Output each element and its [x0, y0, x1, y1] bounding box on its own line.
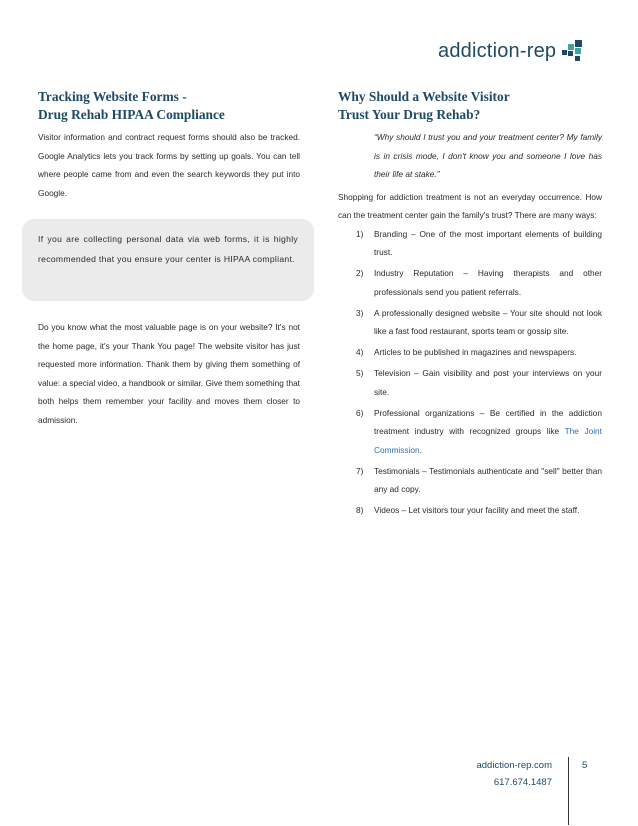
list-item: 8) Videos – Let visitors tour your facility and meet the staff. [356, 505, 580, 515]
trust-list [338, 225, 602, 520]
brand-logo [438, 38, 582, 64]
hipaa-callout-box [22, 219, 314, 301]
list-item: 5) Television – Gain visibility and post your interviews on your site. [356, 368, 602, 397]
left-heading-line2: Drug Rehab HIPAA Compliance [38, 107, 225, 122]
forms-tracking-paragraph: Visitor information and contract request forms should also be tracked. Google Analytics lets you track forms by setting up goals. You can tell where people came from and even the search keywords they put into Google. [38, 132, 300, 198]
thank-you-paragraph: Do you know what the most valuable page is on your website? It's not the home page, it's your Thank You page! The website visitor has just requested more information. Thank them by giving them something of value: a special video, a handbook or similar. Give them something that both helps them remember your facility and moves them closer to admission. [38, 322, 300, 425]
left-heading-line1: Tracking Website Forms - [38, 89, 187, 104]
list-item: 3) A professionally designed website – Your site should not look like a fast food restaurant, sports team or gossip site. [356, 307, 602, 336]
right-column [338, 88, 602, 522]
trust-intro-paragraph: Shopping for addiction treatment is not an everyday occurrence. How can the treatment center gain the family's trust? There are many ways: [338, 191, 602, 220]
visitor-quote: “Why should I trust you and your treatment center? My family is in crisis mode, I don't know you and someone I love has their life at stake.” [374, 132, 602, 179]
list-item: 7) Testimonials – Testimonials authenticate and "sell" better than any ad copy. [356, 465, 602, 494]
list-item: 2) Industry Reputation – Having therapists and other professionals send you patient referrals. [356, 268, 602, 297]
list-item: 4) Articles to be published in magazines and newspapers. [356, 347, 577, 357]
footer-contact [476, 757, 552, 791]
footer-website[interactable]: addiction-rep.com [476, 760, 552, 771]
joint-commission-link[interactable]: The Joint Commission [374, 426, 602, 455]
footer-divider [568, 757, 569, 825]
right-heading-line1: Why Should a Website Visitor [338, 89, 510, 104]
footer-phone: 617.674.1487 [493, 777, 552, 788]
logo-mark-icon [562, 40, 582, 64]
hipaa-callout-text: If you are collecting personal data via web forms, it is highly recommended that you ensure your center is HIPAA compliant. [38, 234, 298, 264]
logo-wordmark: addiction-rep [438, 40, 557, 62]
right-heading [338, 88, 602, 124]
right-heading-line2: Trust Your Drug Rehab? [338, 107, 481, 122]
list-item: 6) Professional organizations – Be certified in the addiction treatment industry with recognized groups like The Joint Commission. [356, 407, 602, 455]
page-number: 5 [582, 760, 588, 771]
left-column [38, 88, 300, 202]
thank-you-section [38, 318, 300, 429]
list-item: 1) Branding – One of the most important elements of building trust. [356, 228, 602, 257]
left-heading [38, 88, 300, 124]
